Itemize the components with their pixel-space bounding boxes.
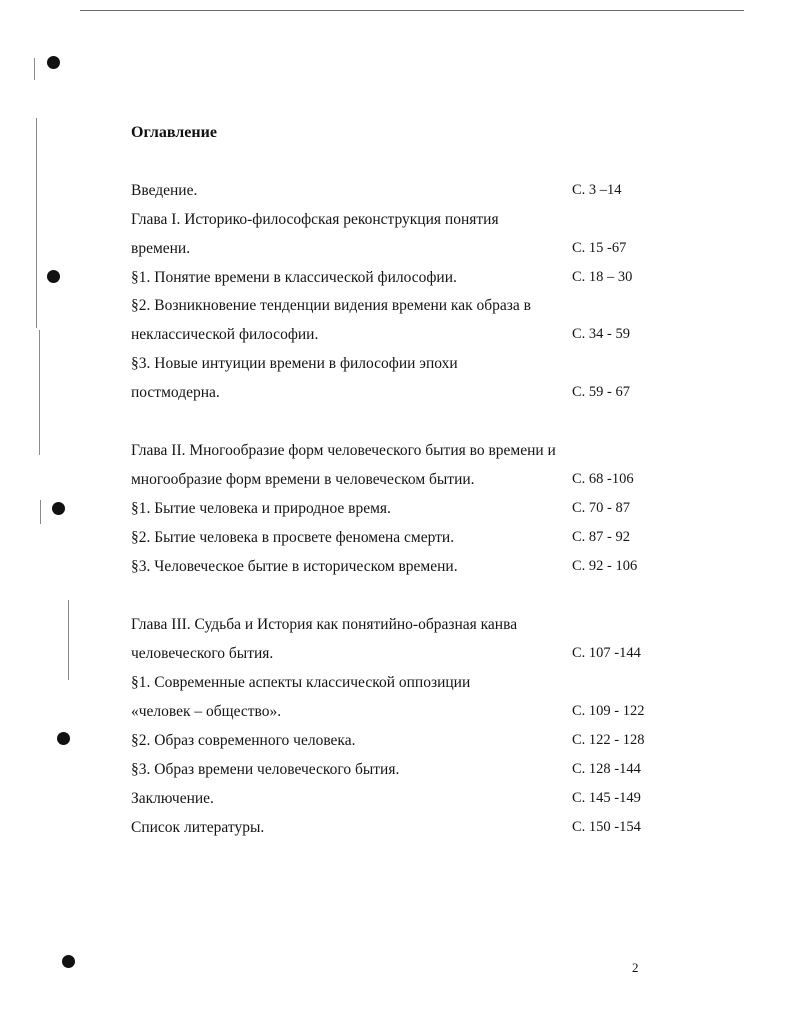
toc-entry-page: С. 107 -144 xyxy=(572,645,641,661)
toc-entry-text: Глава III. Судьба и История как понятийно-образная канва xyxy=(131,616,518,633)
toc-entry-text: §2. Образ современного человека. xyxy=(131,732,356,749)
toc-entry xyxy=(131,500,651,529)
toc-entry-text: Список литературы. xyxy=(131,819,265,836)
toc-entry-page: С. 18 – 30 xyxy=(572,269,633,285)
toc-entry xyxy=(131,182,651,211)
toc-entry xyxy=(131,442,651,471)
toc-entry-page: С. 128 -144 xyxy=(572,761,641,777)
toc-entry xyxy=(131,616,651,645)
toc-entry xyxy=(131,790,651,819)
toc-entry-page: С. 59 - 67 xyxy=(572,384,630,400)
toc-entry xyxy=(131,297,651,326)
toc-entry-text: постмодерна. xyxy=(131,384,220,401)
toc-entry-text: §1. Бытие человека и природное время. xyxy=(131,500,391,517)
toc-entry-text: §2. Бытие человека в просвете феномена смерти. xyxy=(131,529,455,546)
toc-entry-text: Введение. xyxy=(131,182,198,199)
scan-margin-line xyxy=(39,330,40,455)
toc-entry-text: §3. Новые интуиции времени в философии эпохи xyxy=(131,355,458,372)
toc-entry-page: С. 87 - 92 xyxy=(572,529,630,545)
scan-margin-line xyxy=(36,118,37,328)
toc-entry-page: С. 34 - 59 xyxy=(572,326,630,342)
scan-margin-line xyxy=(68,600,69,680)
scan-top-edge xyxy=(80,10,744,11)
toc-entry-page: С. 15 -67 xyxy=(572,240,627,256)
toc-entry-text: §1. Понятие времени в классической философии. xyxy=(131,269,457,286)
toc-entry xyxy=(131,211,651,240)
toc-entry-page: С. 68 -106 xyxy=(572,471,634,487)
toc-entry xyxy=(131,240,651,269)
toc-entry-text: §3. Образ времени человеческого бытия. xyxy=(131,761,400,778)
binder-hole-icon xyxy=(47,270,60,283)
binder-hole-icon xyxy=(62,955,75,968)
toc-entry-page: С. 3 –14 xyxy=(572,182,622,198)
toc-entry-text: Заключение. xyxy=(131,790,214,807)
toc-entry xyxy=(131,269,651,298)
toc-entry xyxy=(131,674,651,703)
toc-entry xyxy=(131,645,651,674)
binder-hole-icon xyxy=(47,56,60,69)
toc-entry-text: времени. xyxy=(131,240,191,257)
toc-entry xyxy=(131,384,651,413)
toc-entry-page: С. 92 - 106 xyxy=(572,558,638,574)
binder-hole-icon xyxy=(57,732,70,745)
toc-entry-text: §3. Человеческое бытие в историческом времени. xyxy=(131,558,458,575)
toc-entry-text: Глава II. Многообразие форм человеческого бытия во времени и xyxy=(131,442,556,459)
toc-entry-text: человеческого бытия. xyxy=(131,645,274,662)
toc-entry-text: Глава I. Историко-философская реконструкция понятия xyxy=(131,211,499,228)
toc-entry xyxy=(131,355,651,384)
toc-entry xyxy=(131,471,651,500)
toc-entry xyxy=(131,761,651,790)
toc-entry-text: многообразие форм времени в человеческом бытии. xyxy=(131,471,475,488)
toc-entry-page: С. 145 -149 xyxy=(572,790,641,806)
toc-entry xyxy=(131,732,651,761)
toc-entry xyxy=(131,558,651,587)
toc-heading: Оглавление xyxy=(131,124,217,141)
toc-entry-text: неклассической философии. xyxy=(131,326,319,343)
binder-hole-icon xyxy=(52,502,65,515)
toc-entry-text: §1. Современные аспекты классической оппозиции xyxy=(131,674,471,691)
scan-margin-line xyxy=(40,500,41,524)
toc-entry xyxy=(131,703,651,732)
toc-entry-page: С. 122 - 128 xyxy=(572,732,645,748)
toc-entry-text: «человек – общество». xyxy=(131,703,282,720)
toc-entry-page: С. 150 -154 xyxy=(572,819,641,835)
toc-entry xyxy=(131,326,651,355)
page-number: 2 xyxy=(632,960,639,975)
toc-entry-page: С. 70 - 87 xyxy=(572,500,630,516)
toc-entry-page: С. 109 - 122 xyxy=(572,703,645,719)
toc-entry xyxy=(131,819,651,848)
toc-entry-text: §2. Возникновение тенденции видения времени как образа в xyxy=(131,297,531,314)
toc-entry xyxy=(131,529,651,558)
scan-margin-line xyxy=(34,58,35,80)
